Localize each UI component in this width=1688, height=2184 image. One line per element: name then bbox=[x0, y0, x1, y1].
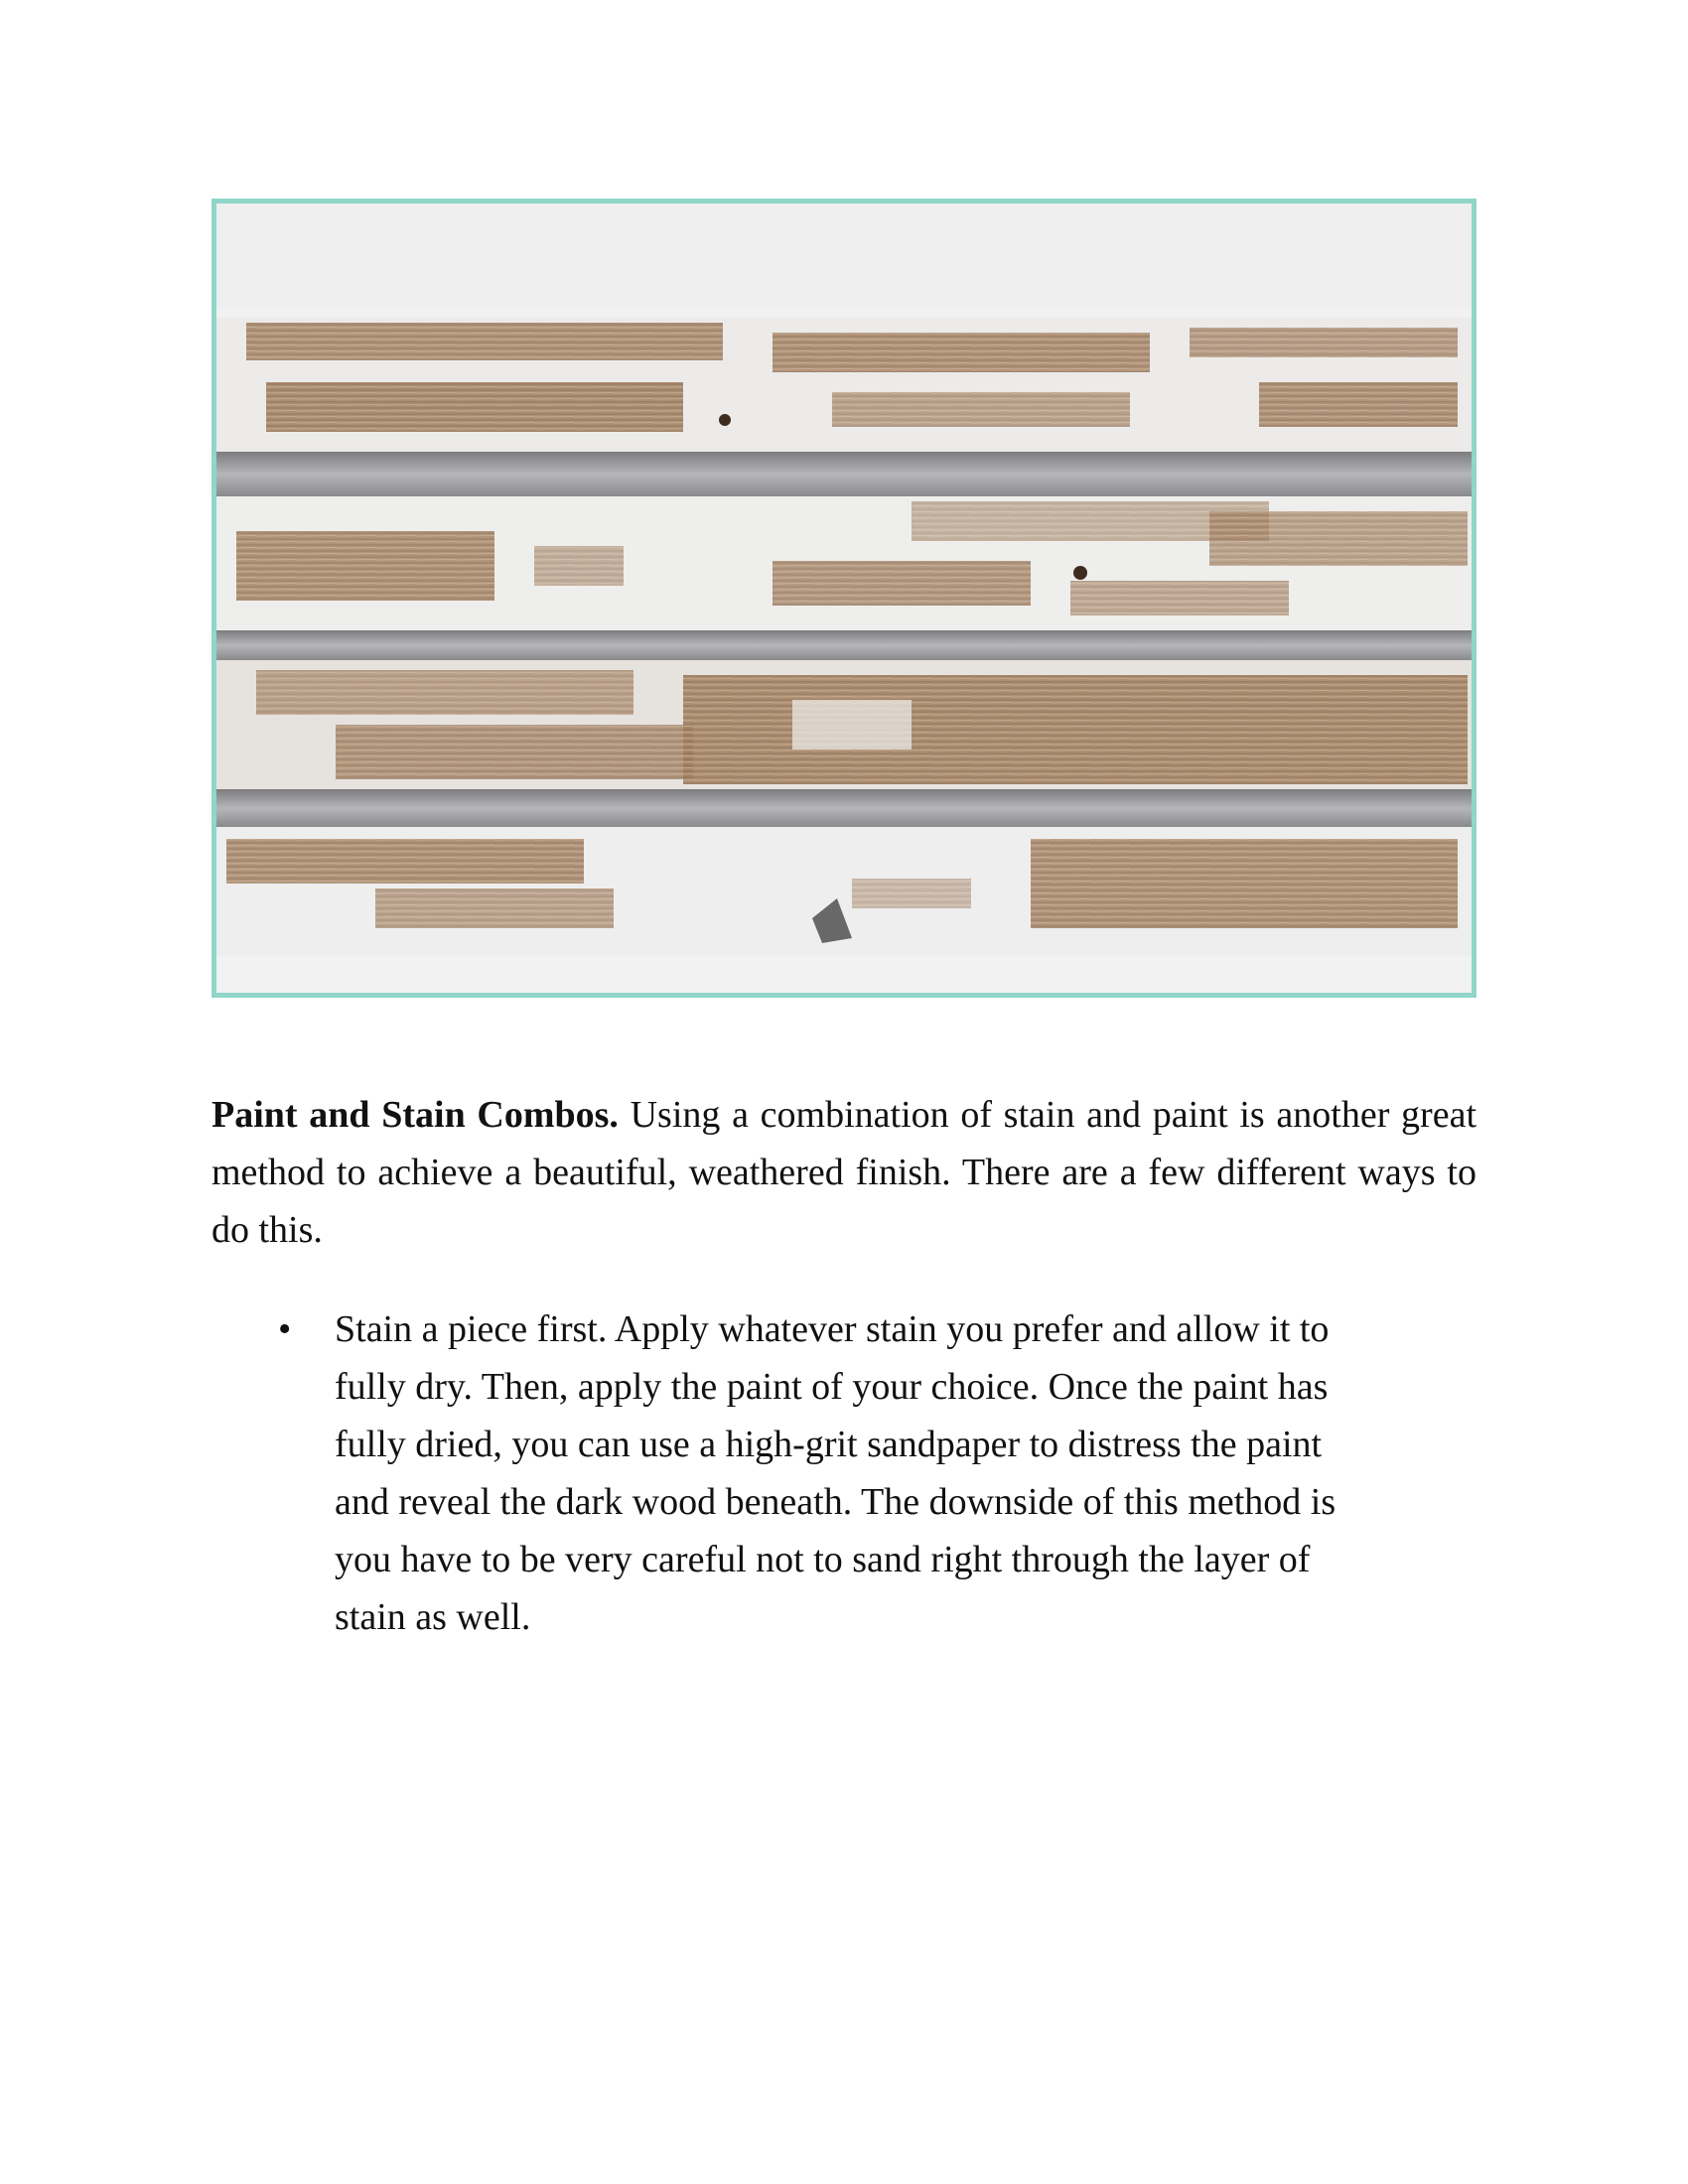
bullet-list bbox=[211, 1300, 1477, 1646]
list-item bbox=[211, 1300, 1353, 1646]
body-paragraph bbox=[211, 1086, 1477, 1259]
wood-planks-image bbox=[216, 204, 1472, 993]
plank-groove bbox=[216, 630, 1472, 660]
distressed-wood-photo bbox=[211, 199, 1477, 998]
plank-groove bbox=[216, 789, 1472, 827]
list-item-text: Stain a piece first. Apply whatever stain you prefer and allow it to fully dry. Then, apply the paint of your choice. Once the paint has fully dried, you can use a high-grit sandpaper to distress the paint and reveal the dark wood beneath. The downside of this method is you have to be very careful not to sand right through the layer of stain as well. bbox=[335, 1308, 1336, 1638]
plank-groove bbox=[216, 452, 1472, 496]
paragraph-text: Using a combination of stain and paint is another great method to achieve a beautiful, weathered finish. There are a few different ways to do this. bbox=[211, 1094, 1477, 1251]
bullet-marker: • bbox=[278, 1308, 292, 1350]
paragraph-lead: Paint and Stain Combos. bbox=[211, 1094, 619, 1136]
